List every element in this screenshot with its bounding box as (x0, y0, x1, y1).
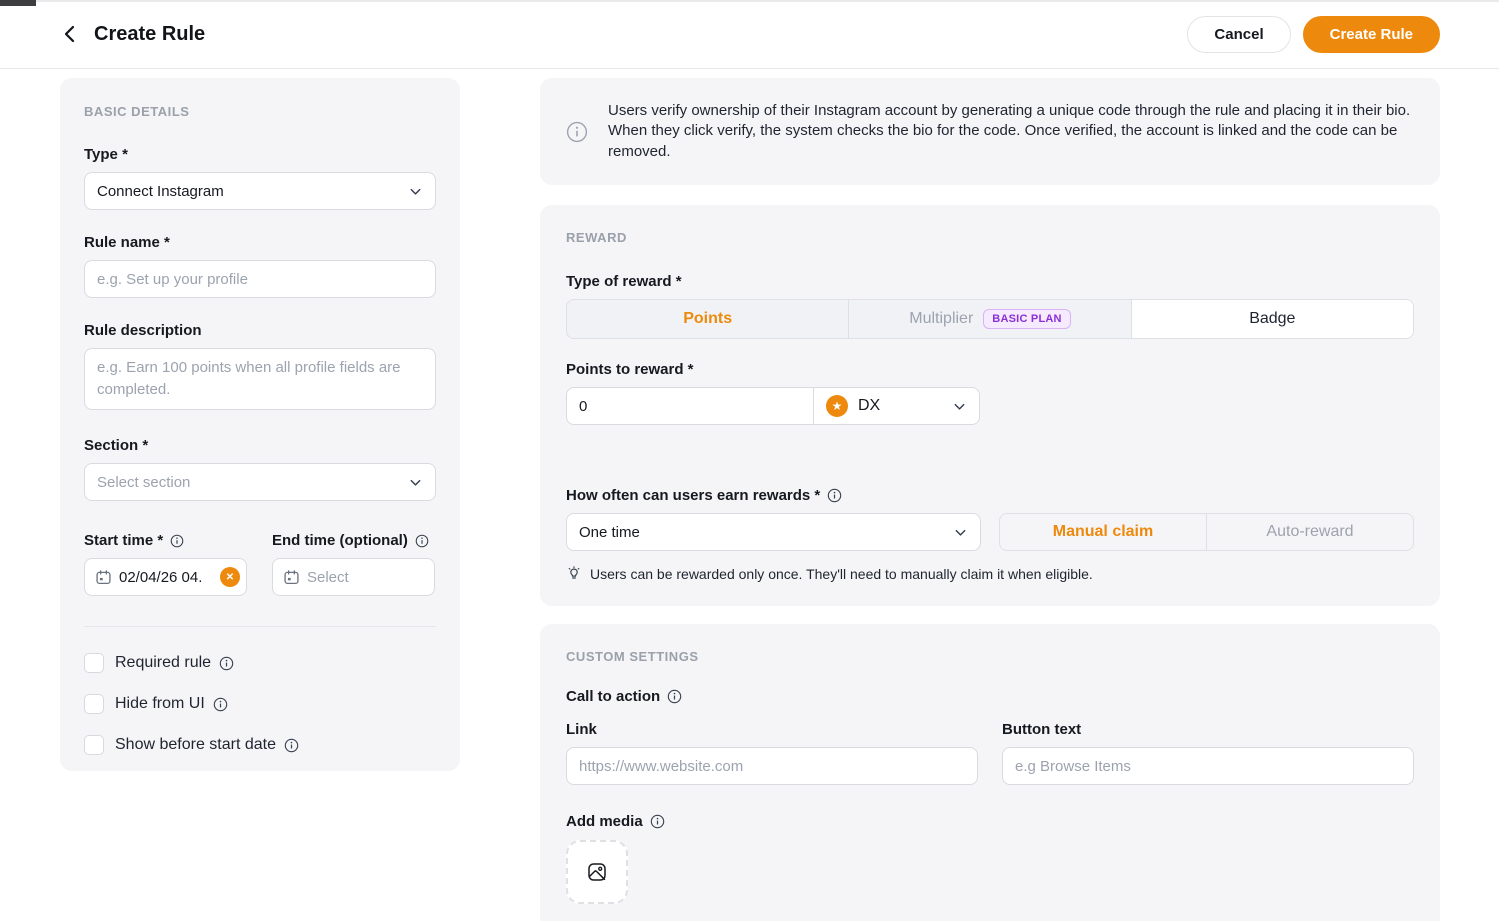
call-to-action-label: Call to action (566, 688, 1414, 705)
start-time-label: Start time * (84, 532, 247, 549)
info-icon[interactable] (213, 697, 228, 712)
frequency-label: How often can users earn rewards * (566, 487, 1414, 504)
page-header (0, 0, 1499, 69)
chevron-down-icon (952, 399, 967, 414)
section-select[interactable] (84, 463, 436, 501)
window-top-edge (0, 0, 1499, 2)
info-icon[interactable] (827, 488, 842, 503)
custom-settings-panel (540, 624, 1440, 921)
lightbulb-icon (566, 566, 582, 582)
info-icon[interactable] (415, 534, 429, 548)
show-before-start-label: Show before start date (115, 736, 299, 754)
image-icon (585, 860, 609, 884)
claim-tip-text: Users can be rewarded only once. They'll need to manually claim it when eligible. (590, 566, 1093, 582)
currency-select[interactable] (813, 387, 980, 425)
divider (84, 626, 436, 627)
basic-details-panel (60, 78, 460, 771)
claim-tip (566, 566, 1414, 582)
screen-artifact (0, 0, 36, 6)
rule-description-textarea[interactable] (84, 348, 436, 410)
add-media-upload[interactable] (566, 840, 628, 904)
rule-name-label: Rule name * (84, 234, 170, 251)
points-to-reward-label: Points to reward * (566, 361, 694, 378)
calendar-icon (283, 569, 300, 586)
info-icon[interactable] (219, 656, 234, 671)
create-rule-button[interactable]: Create Rule (1303, 16, 1440, 53)
start-time-input[interactable] (84, 558, 247, 596)
type-select[interactable] (84, 172, 436, 210)
section-select-placeholder: Select section (97, 473, 191, 491)
rule-description-label: Rule description (84, 322, 202, 339)
link-field-group (566, 721, 978, 785)
back-icon[interactable] (60, 24, 80, 44)
basic-details-heading: BASIC DETAILS (84, 104, 190, 119)
button-text-field-group (1002, 721, 1414, 785)
frequency-select[interactable] (566, 513, 981, 551)
calendar-icon (95, 569, 112, 586)
page-title: Create Rule (94, 22, 206, 45)
link-label: Link (566, 721, 597, 738)
tab-badge[interactable]: Badge (1131, 300, 1413, 338)
chevron-down-icon (408, 184, 423, 199)
info-banner-text: Users verify ownership of their Instagram account by generating a unique code through the rule and placing it in their bio. When they click verify, the system checks the bio for the code. Once verified, the account is linked and the code can be removed. (608, 101, 1411, 160)
points-input[interactable] (566, 387, 814, 425)
show-before-start-checkbox[interactable] (84, 735, 104, 755)
hide-from-ui-label: Hide from UI (115, 695, 228, 713)
start-time-value: 02/04/26 04. (119, 568, 203, 586)
info-banner (540, 78, 1440, 185)
show-before-start-row (84, 733, 436, 757)
chevron-down-icon (408, 475, 423, 490)
info-icon[interactable] (650, 814, 665, 829)
info-icon[interactable] (667, 689, 682, 704)
right-column (540, 78, 1440, 921)
tab-points[interactable]: Points (683, 310, 733, 327)
type-select-value: Connect Instagram (97, 182, 224, 200)
cancel-button[interactable]: Cancel (1187, 16, 1290, 53)
auto-reward-tab[interactable]: Auto-reward (1206, 514, 1413, 550)
reward-panel (540, 205, 1440, 606)
end-time-label: End time (optional) (272, 532, 435, 549)
required-rule-checkbox[interactable] (84, 653, 104, 673)
currency-value: DX (858, 397, 881, 414)
hide-from-ui-checkbox[interactable] (84, 694, 104, 714)
end-time-input[interactable] (272, 558, 435, 596)
info-icon[interactable] (170, 534, 184, 548)
rule-name-input[interactable] (84, 260, 436, 298)
required-rule-row (84, 651, 436, 675)
section-label: Section * (84, 437, 149, 454)
required-rule-label: Required rule (115, 654, 234, 672)
chevron-down-icon (953, 525, 968, 540)
frequency-value: One time (579, 523, 640, 541)
hide-from-ui-row (84, 692, 436, 716)
type-label: Type * (84, 146, 128, 163)
info-icon[interactable] (284, 738, 299, 753)
manual-claim-tab[interactable]: Manual claim (1052, 523, 1154, 540)
claim-mode-toggle (999, 513, 1414, 551)
reward-type-tabs (566, 299, 1414, 339)
end-time-placeholder: Select (307, 568, 349, 586)
button-text-label: Button text (1002, 721, 1082, 738)
clear-start-time-icon[interactable]: ✕ (220, 567, 240, 587)
button-text-input[interactable] (1002, 747, 1414, 785)
reward-heading: REWARD (566, 230, 627, 245)
custom-settings-heading: CUSTOM SETTINGS (566, 649, 699, 664)
link-input[interactable] (566, 747, 978, 785)
add-media-label: Add media (566, 813, 1414, 830)
info-icon (566, 121, 588, 143)
basic-plan-badge: BASIC PLAN (983, 309, 1070, 329)
main-content (0, 69, 1499, 921)
tab-multiplier[interactable]: Multiplier BASIC PLAN (848, 300, 1130, 338)
coin-star-icon: ★ (826, 395, 848, 417)
type-of-reward-label: Type of reward * (566, 273, 682, 290)
